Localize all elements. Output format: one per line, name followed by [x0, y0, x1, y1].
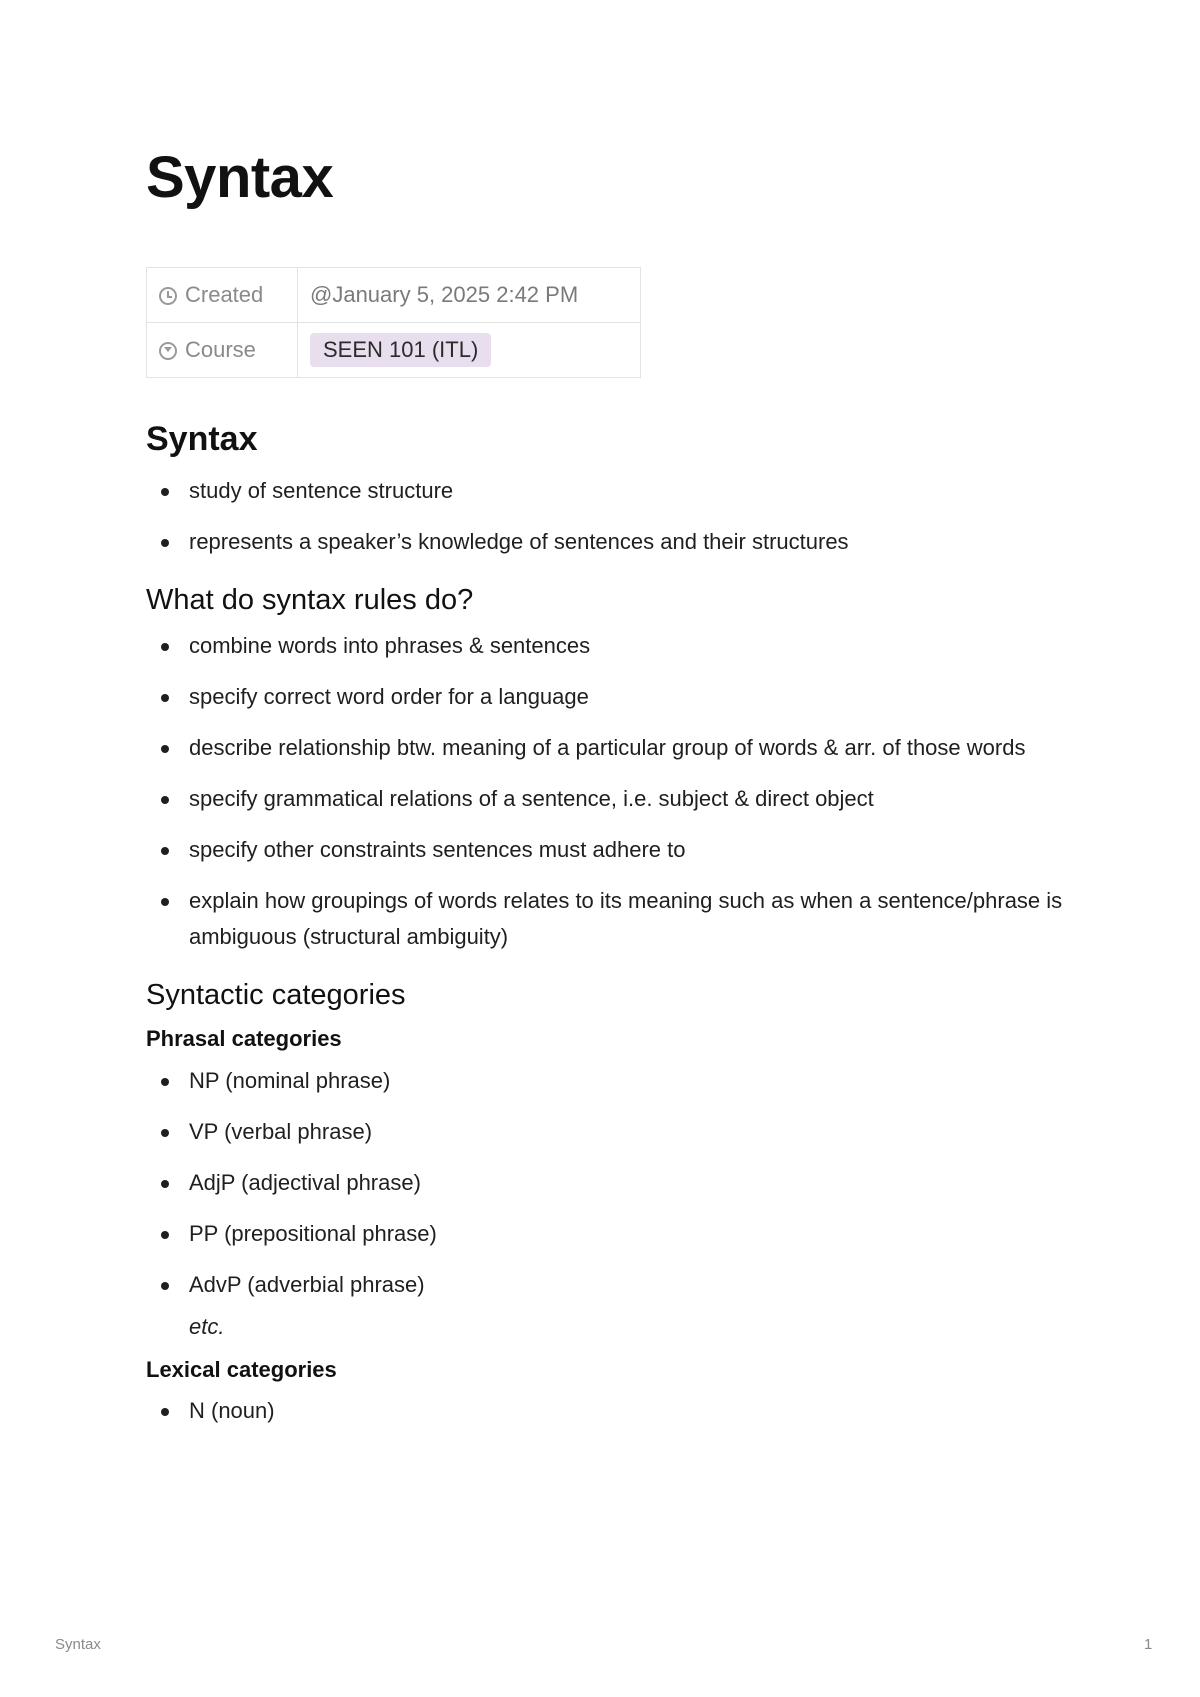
property-key-course [147, 323, 298, 378]
lexical-list [146, 1393, 1066, 1429]
course-tag[interactable]: SEEN 101 (ITL) [310, 333, 491, 367]
select-icon [159, 342, 177, 360]
property-row-course [147, 323, 641, 378]
syntax-rules-list [146, 628, 1066, 955]
heading-syntactic-categories: Syntactic categories [146, 978, 406, 1011]
property-key-created [147, 268, 298, 323]
heading-syntax-rules: What do syntax rules do? [146, 583, 474, 616]
property-row-created [147, 268, 641, 323]
created-label: Created [185, 282, 264, 307]
list-item: AdvP (adverbial phrase) [146, 1267, 1066, 1303]
list-item: specify correct word order for a language [146, 679, 1066, 715]
course-label: Course [185, 337, 256, 362]
syntax-list [146, 473, 1066, 560]
list-item: AdjP (adjectival phrase) [146, 1165, 1066, 1201]
list-item: explain how groupings of words relates to its meaning such as when a sentence/phrase is ambiguous (structural ambiguity) [146, 883, 1066, 955]
list-item: PP (prepositional phrase) [146, 1216, 1066, 1252]
page-title: Syntax [146, 145, 334, 210]
list-item: specify grammatical relations of a sentence, i.e. subject & direct object [146, 781, 1066, 817]
page-content [146, 418, 1066, 1444]
property-value-created[interactable]: @January 5, 2025 2:42 PM [298, 268, 641, 323]
property-value-course[interactable] [298, 323, 641, 378]
footer-page-number: 1 [1144, 1636, 1153, 1653]
list-item: N (noun) [146, 1393, 1066, 1429]
list-item: combine words into phrases & sentences [146, 628, 1066, 664]
list-item: represents a speaker’s knowledge of sentences and their structures [146, 524, 1066, 560]
list-item: VP (verbal phrase) [146, 1114, 1066, 1150]
clock-icon [159, 287, 177, 305]
phrasal-list [146, 1063, 1066, 1303]
phrasal-note: etc. [189, 1313, 225, 1339]
list-item: NP (nominal phrase) [146, 1063, 1066, 1099]
heading-lexical-categories: Lexical categories [146, 1356, 337, 1382]
list-item: describe relationship btw. meaning of a particular group of words & arr. of those words [146, 730, 1066, 766]
list-item: study of sentence structure [146, 473, 1066, 509]
footer-doc-name: Syntax [55, 1636, 101, 1653]
properties-table [146, 267, 641, 378]
list-item: specify other constraints sentences must adhere to [146, 832, 1066, 868]
heading-syntax: Syntax [146, 420, 258, 458]
heading-phrasal-categories: Phrasal categories [146, 1026, 342, 1051]
